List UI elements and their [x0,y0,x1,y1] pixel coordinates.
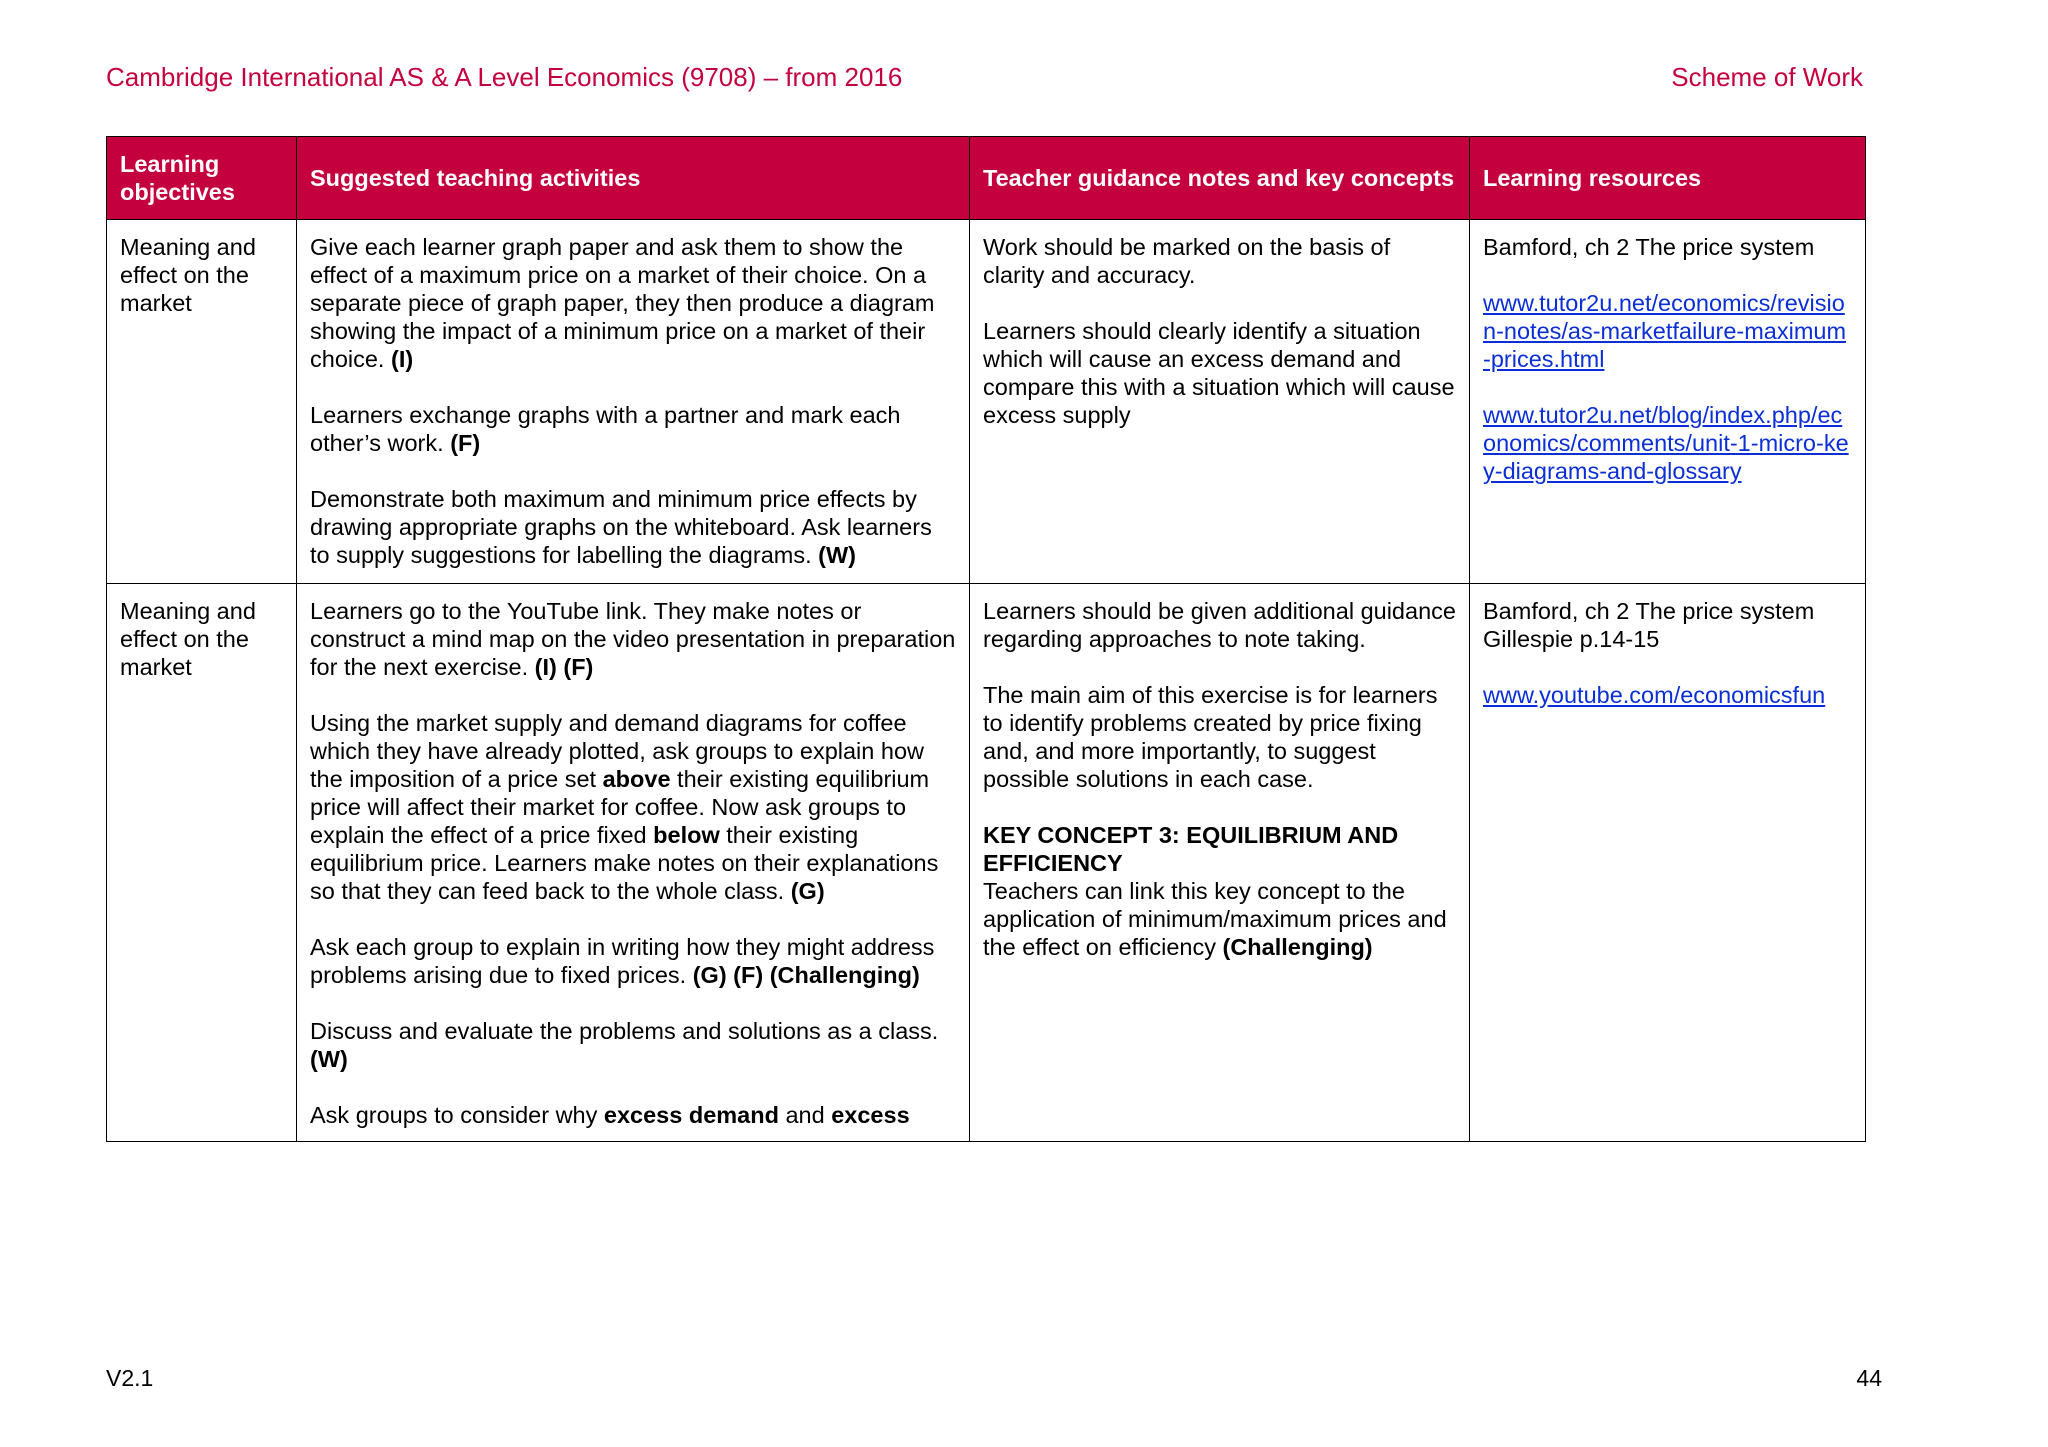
resource-link[interactable]: www.tutor2u.net/economics/revision-notes/as-marketfailure-maximum-prices.html [1483,290,1847,372]
guidance-paragraph: Work should be marked on the basis of clarity and accuracy. [983,234,1391,288]
guidance-cell [970,584,1470,1142]
scheme-of-work-table [106,136,1866,1142]
activity-tag: (W) [310,1046,348,1072]
resource-link[interactable]: www.tutor2u.net/blog/index.php/economics/comments/unit-1-micro-key-diagrams-and-glossary [1483,402,1849,484]
key-concept-paragraph: KEY CONCEPT 3: EQUILIBRIUM AND EFFICIENCY Teachers can link this key concept to the application of minimum/maximum prices and the effect on efficiency (Challenging) [983,821,1457,961]
activity-tag: (I) (F) [534,654,594,680]
activity-tag: (G) (F) (Challenging) [692,962,920,988]
activity-paragraph: Ask each group to explain in writing how they might address problems arising due to fixed prices. (G) (F) (Challenging) [310,934,935,988]
table-row [107,220,1866,584]
resource-text: Bamford, ch 2 The price system Gillespie p.14-15 [1483,598,1815,652]
key-concept-heading: KEY CONCEPT 3: EQUILIBRIUM AND EFFICIENCY [983,822,1399,876]
document-title: Cambridge International AS & A Level Economics (9708) – from 2016 [106,62,903,92]
table-row [107,584,1866,1142]
activity-paragraph: Using the market supply and demand diagrams for coffee which they have already plotted, ask groups to explain how the imposition of a price set above their existing equilibrium price will affect their market for coffee. Now ask groups to explain the effect of a price fixed below their existing equilibrium price. Learners make notes on their explanations so that they can feed back to the whole class. (G) [310,710,939,904]
activity-tag: (F) [450,430,481,456]
resource-text: Bamford, ch 2 The price system [1483,234,1815,260]
column-header-objectives: Learning objectives [107,137,297,220]
page-number: 44 [1856,1365,1882,1391]
activity-tag: (I) [391,346,414,372]
column-header-guidance: Teacher guidance notes and key concepts [970,137,1470,220]
column-header-activities: Suggested teaching activities [297,137,970,220]
activity-tag: (W) [818,542,856,568]
column-header-resources: Learning resources [1470,137,1866,220]
guidance-paragraph: Learners should be given additional guidance regarding approaches to note taking. [983,598,1456,652]
version-label: V2.1 [106,1365,154,1391]
activities-cell [297,584,970,1142]
table-header-row [107,137,1866,220]
guidance-paragraph: The main aim of this exercise is for learners to identify problems created by price fixing and, and more importantly, to suggest possible solutions in each case. [983,682,1438,792]
resources-cell [1470,584,1866,1142]
activity-tag: (G) [790,878,825,904]
activities-cell [297,220,970,584]
activity-paragraph: Demonstrate both maximum and minimum price effects by drawing appropriate graphs on the whiteboard. Ask learners to supply suggestions for labelling the diagrams. (W) [310,486,932,568]
objective-cell: Meaning and effect on the market [107,584,297,1142]
resource-link[interactable]: www.youtube.com/economicsfun [1483,682,1826,708]
objective-cell: Meaning and effect on the market [107,220,297,584]
activity-paragraph: Discuss and evaluate the problems and solutions as a class. (W) [310,1018,939,1072]
guidance-paragraph: Learners should clearly identify a situation which will cause an excess demand and compare this with a situation which will cause excess supply [983,318,1455,428]
resources-cell [1470,220,1866,584]
activity-paragraph: Give each learner graph paper and ask them to show the effect of a maximum price on a market of their choice. On a separate piece of graph paper, they then produce a diagram showing the impact of a minimum price on a market of their choice. (I) [310,234,935,372]
guidance-cell [970,220,1470,584]
activity-paragraph: Ask groups to consider why excess demand and excess [310,1102,910,1128]
document-section: Scheme of Work [1671,62,1863,92]
activity-paragraph: Learners go to the YouTube link. They make notes or construct a mind map on the video presentation in preparation for the next exercise. (I) (F) [310,598,956,680]
activity-paragraph: Learners exchange graphs with a partner and mark each other’s work. (F) [310,402,901,456]
